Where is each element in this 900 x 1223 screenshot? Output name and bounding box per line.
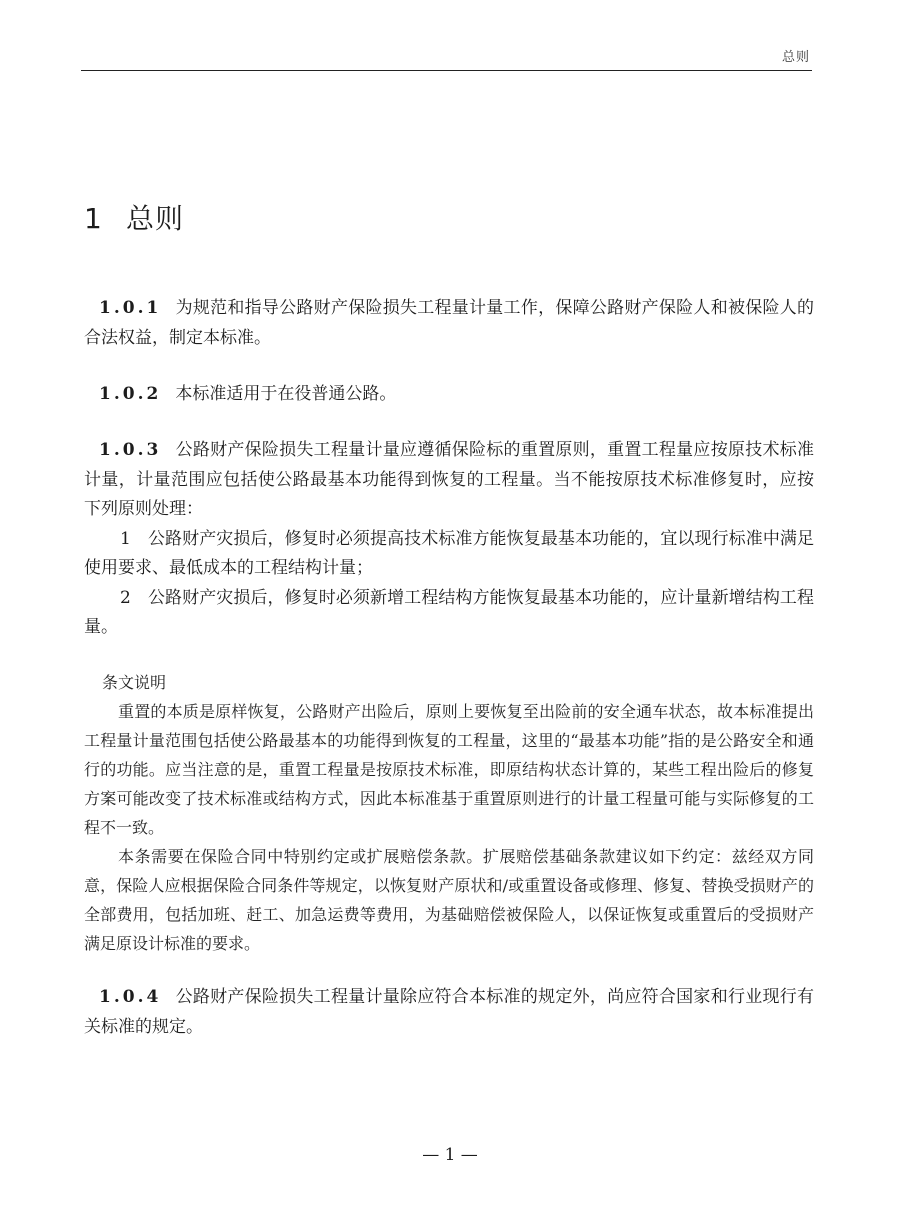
clause-number: 1.0.2 [99,384,162,404]
page-number: — 1 — [422,1145,478,1165]
clause-1-0-2 [84,380,814,410]
clause-text: 公路财产保险损失工程量计量应遵循保险标的重置原则，重置工程量应按原技术标准计量，计量范围应包括使公路最基本功能得到恢复的工程量。当不能按原技术标准修复时，应按下列原则处理： [84,440,814,519]
explanation-paragraph-1: 重置的本质是原样恢复，公路财产出险后，原则上要恢复至出险前的安全通车状态，故本标准提出工程量计量范围包括使公路最基本的功能得到恢复的工程量，这里的“最基本功能”指的是公路安全和通行的功能。应当注意的是，重置工程量是按原技术标准，即原结构状态计算的，某些工程出险后的修复方案可能改变了技术标准或结构方式，因此本标准基于重置原则进行的计量工程量可能与实际修复的工程不一致。 [84,702,814,837]
chapter-number: 1 [84,201,103,235]
clause-text: 为规范和指导公路财产保险损失工程量计量工作，保障公路财产保险人和被保险人的合法权益，制定本标准。 [84,298,814,348]
clause-number: 1.0.4 [99,987,162,1007]
explanation-heading: 条文说明 [102,673,167,692]
clause-1-0-1 [84,294,814,353]
clause-1-0-3 [84,436,814,643]
chapter-title-text: 总则 [126,201,185,235]
clause-number: 1.0.1 [99,298,162,318]
clause-1-0-4 [84,983,814,1042]
clause-number: 1.0.3 [99,440,162,460]
chapter-title [84,197,184,237]
clause-text: 公路财产保险损失工程量计量除应符合本标准的规定外，尚应符合国家和行业现行有关标准的规定。 [84,987,814,1037]
header-rule [81,70,812,71]
clause-explanation [84,668,814,958]
clause-item-2: 2 公路财产灾损后，修复时必须新增工程结构方能恢复最基本功能的，应计量新增结构工程量。 [84,587,814,637]
clause-text: 本标准适用于在役普通公路。 [175,384,397,404]
clause-item-1: 1 公路财产灾损后，修复时必须提高技术标准方能恢复最基本功能的，宜以现行标准中满足使用要求、最低成本的工程结构计量； [84,528,814,578]
running-header: 总则 [781,50,810,65]
explanation-paragraph-2: 本条需要在保险合同中特别约定或扩展赔偿条款。扩展赔偿基础条款建议如下约定：兹经双方同意，保险人应根据保险合同条件等规定，以恢复财产原状和/或重置设备或修理、修复、替换受损财产的全部费用，包括加班、赶工、加急运费等费用，为基础赔偿被保险人，以保证恢复或重置后的受损财产满足原设计标准的要求。 [84,847,814,953]
